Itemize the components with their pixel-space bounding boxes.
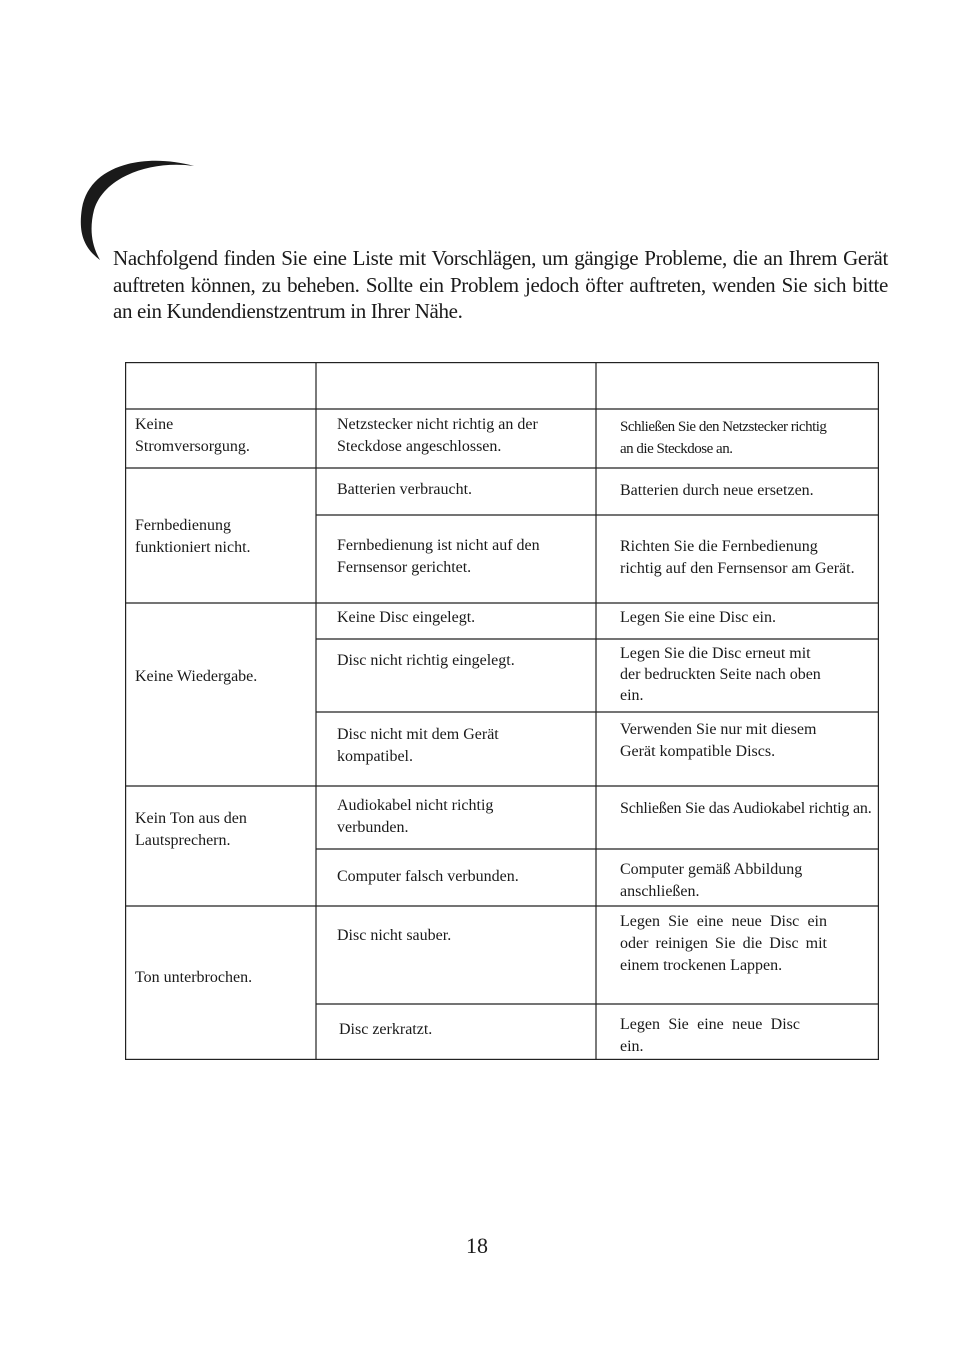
solution-disc-scratched: Legen Sie eine neue Disc ein. xyxy=(620,1016,800,1055)
solution-remote-direction: Richten Sie die Fernbedienung richtig auf den Fernsensor am Gerät. xyxy=(620,538,855,577)
solution-disc-dirty: Legen Sie eine neue Disc ein oder reinigen Sie die Disc mit einem trockenen Lappen. xyxy=(620,913,827,974)
cause-computer-connection: Computer falsch verbunden. xyxy=(337,868,519,885)
cause-disc-scratched: Disc zerkratzt. xyxy=(339,1021,433,1038)
problem-sound-interrupted: Ton unterbrochen. xyxy=(135,969,253,986)
intro-paragraph: Nachfolgend finden Sie eine Liste mit Vorschlägen, um gängige Probleme, die an Ihrem Gerät auftreten können, zu beheben. Sollte ein Problem jedoch öfter auftreten, wenden Sie sich bitte an ein Kundendienstzentrum in Ihrer Nähe. xyxy=(113,246,888,323)
solution-no-disc: Legen Sie eine Disc ein. xyxy=(620,609,776,626)
cause-no-disc: Keine Disc eingelegt. xyxy=(337,609,476,626)
problem-no-playback: Keine Wiedergabe. xyxy=(135,668,258,685)
cause-disc-incompatible: Disc nicht mit dem Gerät kompatibel. xyxy=(337,726,499,765)
page-number: 18 xyxy=(466,1233,488,1258)
cause-power-plug: Netzstecker nicht richtig an der Steckdose angeschlossen. xyxy=(337,416,538,455)
cause-disc-inserted-wrong: Disc nicht richtig eingelegt. xyxy=(337,652,515,669)
cause-batteries: Batterien verbraucht. xyxy=(337,481,473,498)
problem-no-power: Keine Stromversorgung. xyxy=(135,416,250,455)
solution-disc-inserted-wrong: Legen Sie die Disc erneut mit der bedruckten Seite nach oben ein. xyxy=(620,645,821,704)
cause-disc-dirty: Disc nicht sauber. xyxy=(337,927,452,944)
solution-disc-incompatible: Verwenden Sie nur mit diesem Gerät kompatible Discs. xyxy=(620,721,817,760)
cause-remote-direction: Fernbedienung ist nicht auf den Fernsensor gerichtet. xyxy=(337,537,540,576)
cause-audio-cable: Audiokabel nicht richtig verbunden. xyxy=(337,797,494,836)
solution-batteries: Batterien durch neue ersetzen. xyxy=(620,482,814,499)
problem-remote: Fernbedienung funktioniert nicht. xyxy=(135,517,251,556)
solution-power-plug: Schließen Sie den Netzstecker richtig an die Steckdose an. xyxy=(620,419,827,457)
problem-no-sound: Kein Ton aus den Lautsprechern. xyxy=(135,810,247,849)
solution-computer-connection: Computer gemäß Abbildung anschließen. xyxy=(620,861,803,900)
solution-audio-cable: Schließen Sie das Audiokabel richtig an. xyxy=(620,800,872,817)
troubleshooting-table xyxy=(125,362,879,1060)
